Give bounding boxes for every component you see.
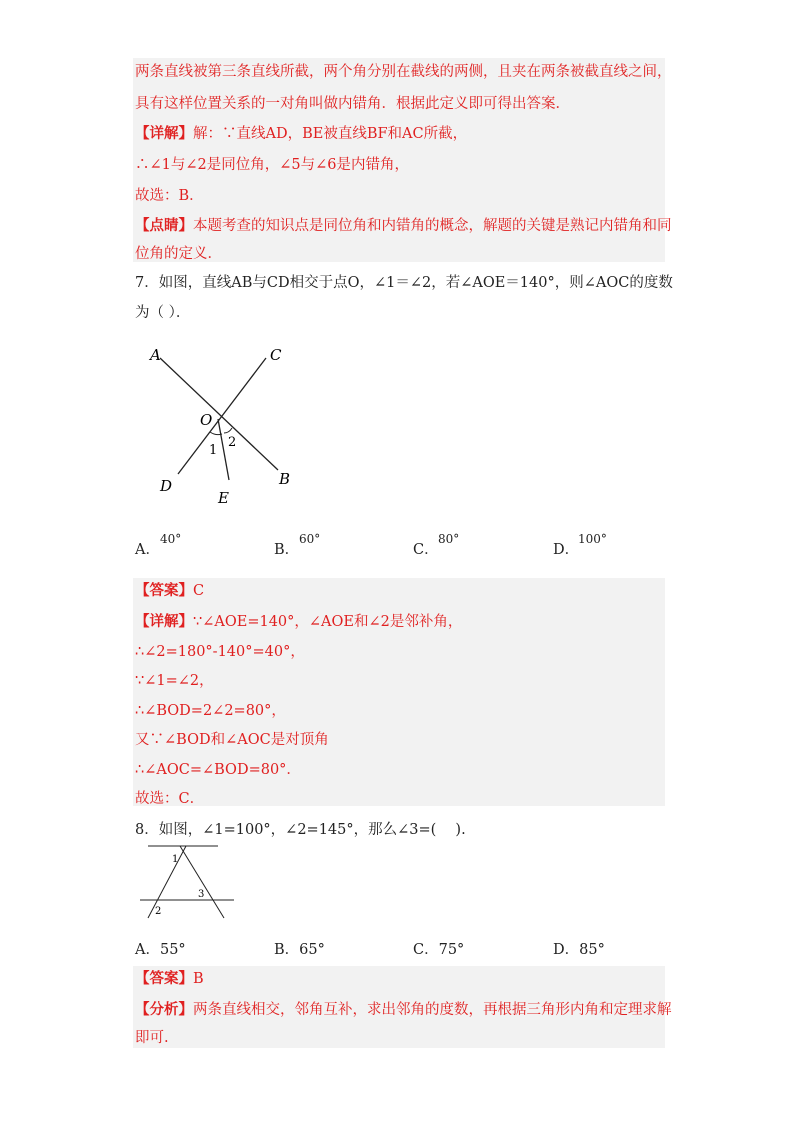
comment-line xyxy=(135,216,672,236)
comment-tag: 【点睛】 xyxy=(135,217,193,234)
label-b: B xyxy=(279,470,291,488)
angle-mark-2 xyxy=(224,428,232,433)
label-q8-2: 2 xyxy=(155,906,162,917)
question-7-line-2: 为（ ）． xyxy=(135,305,191,321)
q7-option-b-value: 60° xyxy=(299,532,321,546)
label-d: D xyxy=(160,477,173,495)
q7-detail-line-5: 又∵∠BOD和∠AOC是对顶角 xyxy=(135,732,329,748)
q7-option-d-value: 100° xyxy=(578,532,607,546)
transversal-left xyxy=(148,846,186,918)
q8-analysis-text: 两条直线相交，邻角互补，求出邻角的度数，再根据三角形内角和定理求解 xyxy=(193,1002,672,1018)
question-8-figure xyxy=(138,842,238,922)
q8-option-b[interactable]: B．65° xyxy=(274,942,325,958)
question-8-line-1: 8．如图，∠1=100°，∠2=145°，那么∠3=( ). xyxy=(135,822,466,838)
q7-answer: C xyxy=(193,583,205,599)
label-e: E xyxy=(218,489,229,507)
q8-option-d[interactable]: D．85° xyxy=(553,942,605,958)
q8-answer-line xyxy=(135,969,204,989)
q7-detail-line-4: ∴∠BOD=2∠2=80°， xyxy=(135,703,286,719)
explanation-line-2: 具有这样位置关系的一对角叫做内错角．根据此定义即可得出答案． xyxy=(135,96,570,112)
q7-option-a[interactable]: A． xyxy=(135,542,160,558)
detail-line xyxy=(135,124,467,144)
comment-text: 本题考查的知识点是同位角和内错角的概念，解题的关键是熟记内错角和同 xyxy=(193,218,672,234)
detail-text: 解：∵直线AD，BE被直线BF和AC所截， xyxy=(193,126,468,142)
q8-analysis-line-2: 即可. xyxy=(135,1030,169,1046)
q7-answer-tag: 【答案】 xyxy=(135,582,193,599)
q7-option-b[interactable]: B． xyxy=(274,542,300,558)
question-7-line-1: 7．如图，直线AB与CD相交于点O，∠1＝∠2，若∠AOE＝140°，则∠AOC的度数 xyxy=(135,275,673,291)
q8-answer-tag: 【答案】 xyxy=(135,970,193,987)
q8-option-c[interactable]: C．75° xyxy=(413,942,465,958)
q8-option-a[interactable]: A．55° xyxy=(135,942,186,958)
detail-line-3: ∴∠1与∠2是同位角，∠5与∠6是内错角， xyxy=(135,157,409,173)
q7-detail-tag: 【详解】 xyxy=(135,613,193,630)
question-7-figure xyxy=(140,340,300,510)
label-2: 2 xyxy=(228,435,237,450)
line-ab xyxy=(160,358,278,470)
label-1: 1 xyxy=(209,443,218,458)
q7-detail-line-2: ∴∠2=180°-140°=40°， xyxy=(135,644,305,660)
q7-detail-line-1: 【详解】∵∠AOE=140°，∠AOE和∠2是邻补角， xyxy=(135,613,463,630)
line-cd xyxy=(178,358,266,474)
q8-analysis-line xyxy=(135,1000,672,1020)
q7-option-c-value: 80° xyxy=(438,532,460,546)
q7-option-a-value: 40° xyxy=(160,532,182,546)
q7-option-d[interactable]: D． xyxy=(553,542,580,558)
q8-answer: B xyxy=(193,971,204,987)
label-o: O xyxy=(200,411,213,429)
comment-line-2: 位角的定义． xyxy=(135,246,222,262)
q7-detail-line-6: ∴∠AOC=∠BOD=80°． xyxy=(135,762,301,778)
label-c: C xyxy=(270,346,282,364)
label-a: A xyxy=(150,346,161,364)
q7-detail-line-3: ∵∠1=∠2， xyxy=(135,673,214,689)
label-q8-3: 3 xyxy=(198,889,205,900)
detail-tag: 【详解】 xyxy=(135,125,193,142)
q7-detail-line-7: 故选：C． xyxy=(135,791,205,807)
q7-option-c[interactable]: C． xyxy=(413,542,439,558)
detail-line-4: 故选：B． xyxy=(135,188,204,204)
q7-answer-line xyxy=(135,581,204,601)
label-q8-1: 1 xyxy=(172,854,179,865)
q8-analysis-tag: 【分析】 xyxy=(135,1001,193,1018)
transversal-right xyxy=(180,846,224,918)
explanation-line-1: 两条直线被第三条直线所截，两个角分别在截线的两侧，且夹在两条被截直线之间， xyxy=(135,64,672,80)
